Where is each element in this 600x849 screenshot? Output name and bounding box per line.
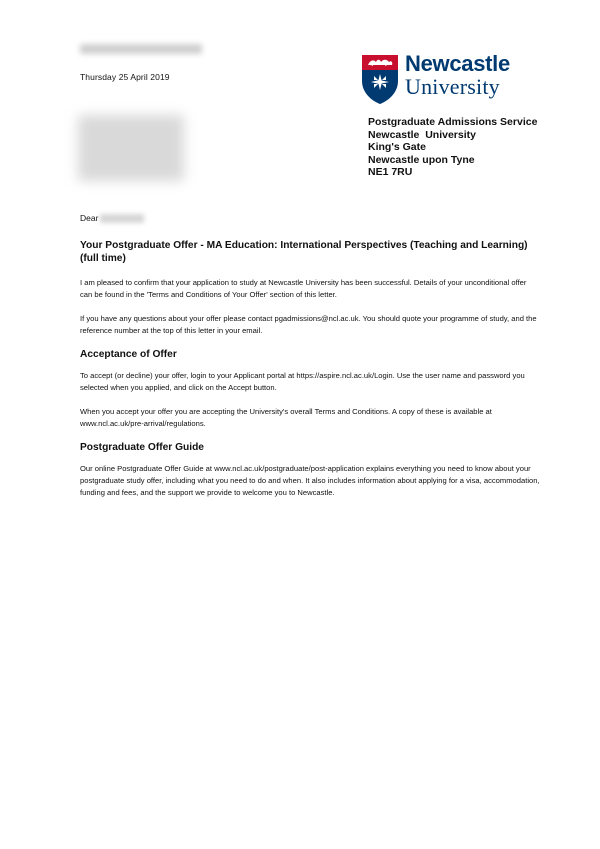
sender-address-line: King's Gate	[368, 141, 426, 153]
sender-address	[368, 116, 537, 179]
university-logo	[360, 53, 520, 107]
salutation	[80, 213, 144, 223]
body-paragraph: Our online Postgraduate Offer Guide at www.ncl.ac.uk/postgraduate/post-application explains everything you need to know about your postgraduate study offer, including what you need to do and when. It also includes information about applying for a visa, accommodation, funding and fees, and the support we provide to welcome you to Newcastle.	[80, 464, 540, 497]
body-paragraph: I am pleased to confirm that your application to study at Newcastle University has been successful. Details of your unconditional offer can be found in the 'Terms and Conditions of Your Offer' section of this letter.	[80, 278, 527, 299]
sender-address-line: Newcastle upon Tyne	[368, 153, 475, 166]
sender-address-line: Postgraduate Admissions Service	[368, 116, 538, 128]
section-heading: Acceptance of Offer	[80, 349, 177, 360]
salutation-word: Dear	[80, 213, 99, 223]
letter-body	[80, 240, 540, 511]
body-paragraph: If you have any questions about your offer please contact pgadmissions@ncl.ac.uk. You should quote your programme of study, and the reference number at the top of this letter in your email.	[80, 314, 537, 335]
sender-address-line: NE1 7RU	[368, 166, 413, 178]
section-heading: Postgraduate Offer Guide	[80, 442, 204, 453]
redacted-reference-number	[80, 44, 202, 54]
body-paragraph: When you accept your offer you are accepting the University's overall Terms and Conditions. A copy of these is available at www.ncl.ac.uk/pre-arrival/regulations.	[80, 407, 492, 428]
letter-subject: Your Postgraduate Offer - MA Education: International Perspectives (Teaching and Learning) (full time)	[80, 240, 528, 264]
crest-shield-icon	[360, 53, 400, 105]
redacted-recipient-address	[78, 115, 184, 181]
logo-line-2: University	[405, 74, 500, 99]
redacted-recipient-name	[100, 214, 144, 223]
logo-wordmark	[405, 53, 510, 98]
body-paragraph: To accept (or decline) your offer, login to your Applicant portal at https://aspire.ncl.ac.uk/Login. Use the user name and password you selected when you applied, and click on the Accept button.	[80, 371, 525, 392]
letter-date: Thursday 25 April 2019	[80, 72, 170, 82]
sender-address-line: Newcastle University	[368, 128, 476, 141]
logo-line-1: Newcastle	[405, 51, 510, 76]
